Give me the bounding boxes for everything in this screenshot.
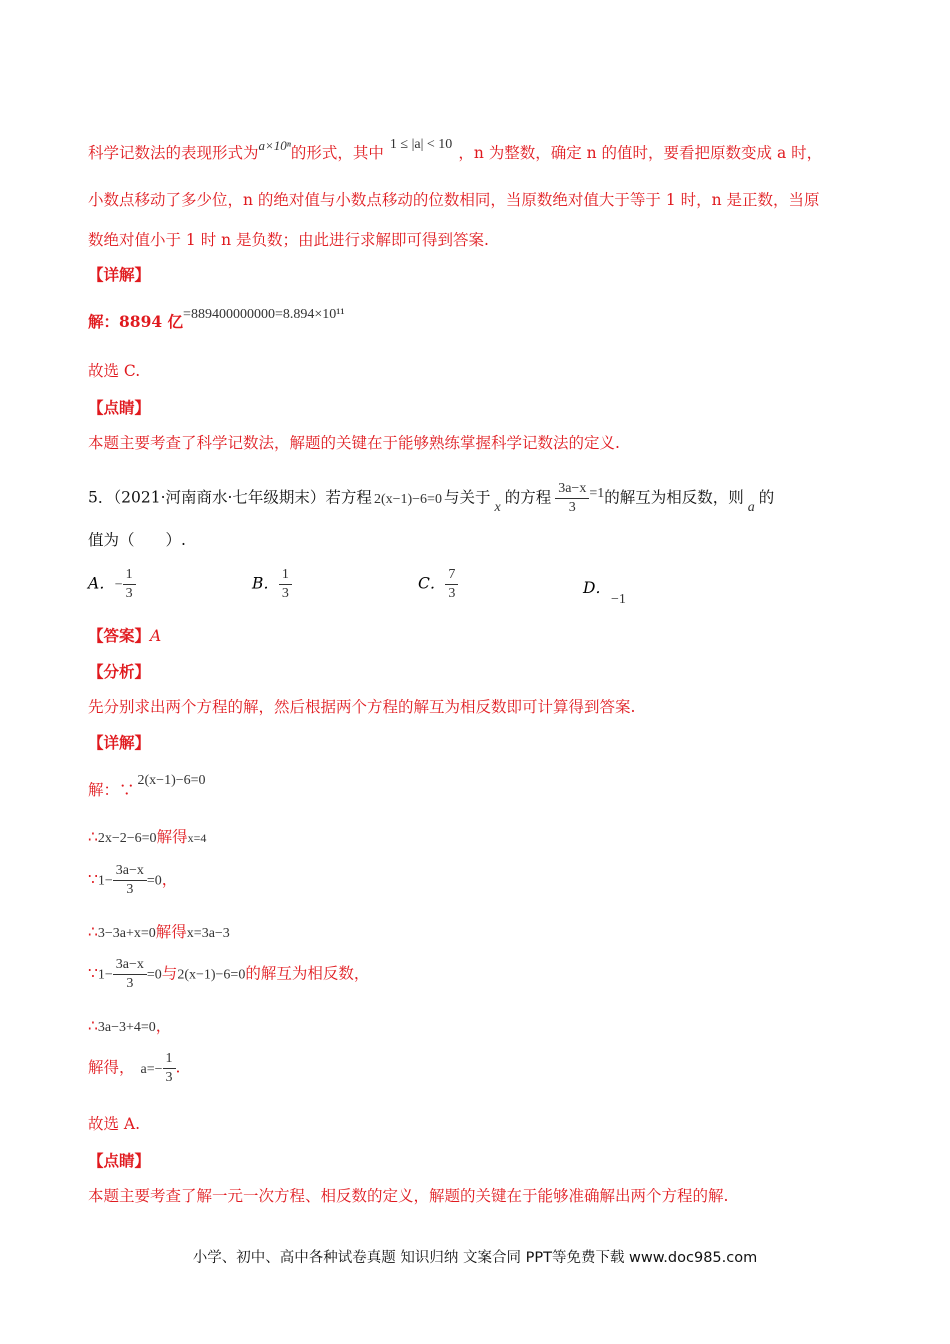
solution-prefix: 解：8894 亿 [88, 312, 184, 331]
option-c[interactable] [418, 566, 458, 603]
question-text: 的解互为相反数，则 [604, 488, 744, 507]
question-5-line-2: 值为（ ）. [88, 531, 186, 549]
question-number: 5． [88, 488, 114, 507]
detail-label: 【详解】 [88, 265, 151, 284]
question-5 [88, 480, 774, 517]
option-fraction [123, 566, 136, 603]
math-expression: 2(x−1)−6=0 [373, 491, 442, 507]
math-expression: 2x−2−6=0 [97, 831, 157, 846]
math-expression: 2(x−1)−6=0 [177, 967, 246, 983]
question-text: 的方程 [504, 488, 552, 507]
option-value: −1 [610, 592, 626, 607]
option-label: C． [418, 574, 446, 593]
frac-denominator: 3 [568, 500, 576, 515]
option-a[interactable] [88, 566, 136, 603]
step-5 [88, 956, 369, 996]
question-text: 与关于 [443, 488, 491, 507]
frac-denominator: 3 [165, 1070, 173, 1085]
frac-denominator: 3 [126, 976, 134, 991]
analysis-text: 的形式，其中 [290, 144, 384, 162]
analysis-label: 【分析】 [88, 662, 151, 681]
math-expression: =0 [146, 873, 162, 889]
frac-denominator: 3 [281, 586, 289, 601]
q4-solution [88, 307, 345, 334]
option-d[interactable] [583, 576, 626, 607]
step-prefix: ∴ [88, 923, 98, 941]
step-text: 解得 [155, 923, 187, 941]
step-prefix: 解得， [88, 1058, 135, 1077]
step-fraction [113, 862, 147, 899]
math-expression: 3a−3+4=0 [97, 1020, 156, 1035]
q5-comment-label: 【点睛】 [88, 1151, 151, 1170]
step-text: ， [161, 870, 178, 889]
option-b[interactable] [252, 566, 292, 603]
option-fraction [279, 566, 292, 603]
frac-numerator: 1 [123, 566, 136, 585]
q4-comment: 本题主要考查了科学记数法，解题的关键在于能够熟练掌握科学记数法的定义. [88, 434, 620, 452]
math-expression: x=3a−3 [186, 926, 230, 941]
math-expression: 3−3a+x=0 [97, 926, 156, 941]
math-expression: a=− [140, 1061, 163, 1077]
question-text: 的 [758, 488, 775, 507]
analysis-text: ，n 为整数，确定 n 的值时，要看把原数变成 a 时， [458, 144, 823, 162]
step-7 [88, 1050, 180, 1090]
option-label: A． [88, 574, 115, 593]
frac-numerator: 7 [445, 566, 458, 585]
step-prefix: ∴ [88, 1017, 98, 1035]
math-expression: 1− [97, 873, 113, 889]
q4-choice: 故选 C. [88, 362, 141, 380]
q5-detail-label: 【详解】 [88, 733, 151, 752]
option-label: B． [252, 574, 279, 593]
frac-numerator: 3a−x [555, 480, 589, 499]
math-variable: x [494, 499, 501, 515]
answer [88, 626, 161, 646]
math-expression: 1 ≤ |a| < 10 [389, 137, 453, 152]
analysis-line-2: 小数点移动了多少位，n 的绝对值与小数点移动的位数相同，当原数绝对值大于等于 1 时，n 是正数，当原 [88, 191, 820, 209]
frac-denominator: 3 [448, 586, 456, 601]
step-text: ， [155, 1017, 172, 1035]
step-2 [88, 827, 206, 849]
option-fraction [445, 566, 458, 603]
math-expression: 2(x−1)−6=0 [137, 773, 206, 788]
question-text: （2021·河南商水·七年级期末）若方程 [113, 488, 372, 507]
answer-label: 【答案】 [88, 626, 151, 645]
answer-value: A [150, 627, 162, 645]
analysis-text: 科学记数法的表现形式为 [88, 144, 259, 162]
frac-denominator: 3 [125, 586, 133, 601]
math-expression: 1− [97, 967, 113, 983]
equation-fraction [555, 480, 589, 517]
step-4 [88, 922, 230, 944]
frac-numerator: 3a−x [113, 956, 147, 975]
step-3 [88, 862, 177, 902]
math-variable: a [747, 499, 755, 515]
step-fraction [163, 1050, 176, 1087]
step-text: . [175, 1058, 181, 1077]
step-1 [88, 773, 206, 802]
step-prefix: 解：∵ [88, 781, 135, 799]
math-expression: =1 [589, 485, 605, 501]
analysis-line-3: 数绝对值小于 1 时 n 是负数；由此进行求解即可得到答案. [88, 231, 489, 249]
step-text: 解得 [156, 828, 188, 846]
step-prefix: ∵ [88, 964, 98, 983]
math-expression: x=4 [187, 831, 207, 845]
option-sign: − [114, 577, 123, 593]
frac-numerator: 3a−x [113, 862, 147, 881]
q5-analysis: 先分别求出两个方程的解，然后根据两个方程的解互为相反数即可计算得到答案. [88, 698, 636, 716]
math-expression: a×10ⁿ [258, 138, 291, 153]
frac-numerator: 1 [279, 566, 292, 585]
step-prefix: ∵ [88, 870, 98, 889]
option-label: D． [583, 579, 611, 597]
page-footer: 小学、初中、高中各种试卷真题 知识归纳 文案合同 PPT等免费下载 www.doc985.com [192, 1250, 758, 1266]
step-6 [88, 1016, 171, 1038]
math-expression: =889400000000=8.894×10¹¹ [183, 307, 345, 322]
frac-denominator: 3 [126, 882, 134, 897]
frac-numerator: 1 [163, 1050, 176, 1069]
comment-label: 【点睛】 [88, 398, 151, 417]
q5-choice: 故选 A. [88, 1115, 141, 1133]
step-text: 的解互为相反数， [245, 964, 370, 983]
step-text: 与 [161, 964, 178, 983]
math-expression: =0 [146, 967, 162, 983]
step-prefix: ∴ [88, 828, 98, 846]
step-fraction [113, 956, 147, 993]
q5-comment: 本题主要考查了解一元一次方程、相反数的定义，解题的关键在于能够准确解出两个方程的解. [88, 1187, 729, 1205]
analysis-line-1 [88, 137, 823, 165]
